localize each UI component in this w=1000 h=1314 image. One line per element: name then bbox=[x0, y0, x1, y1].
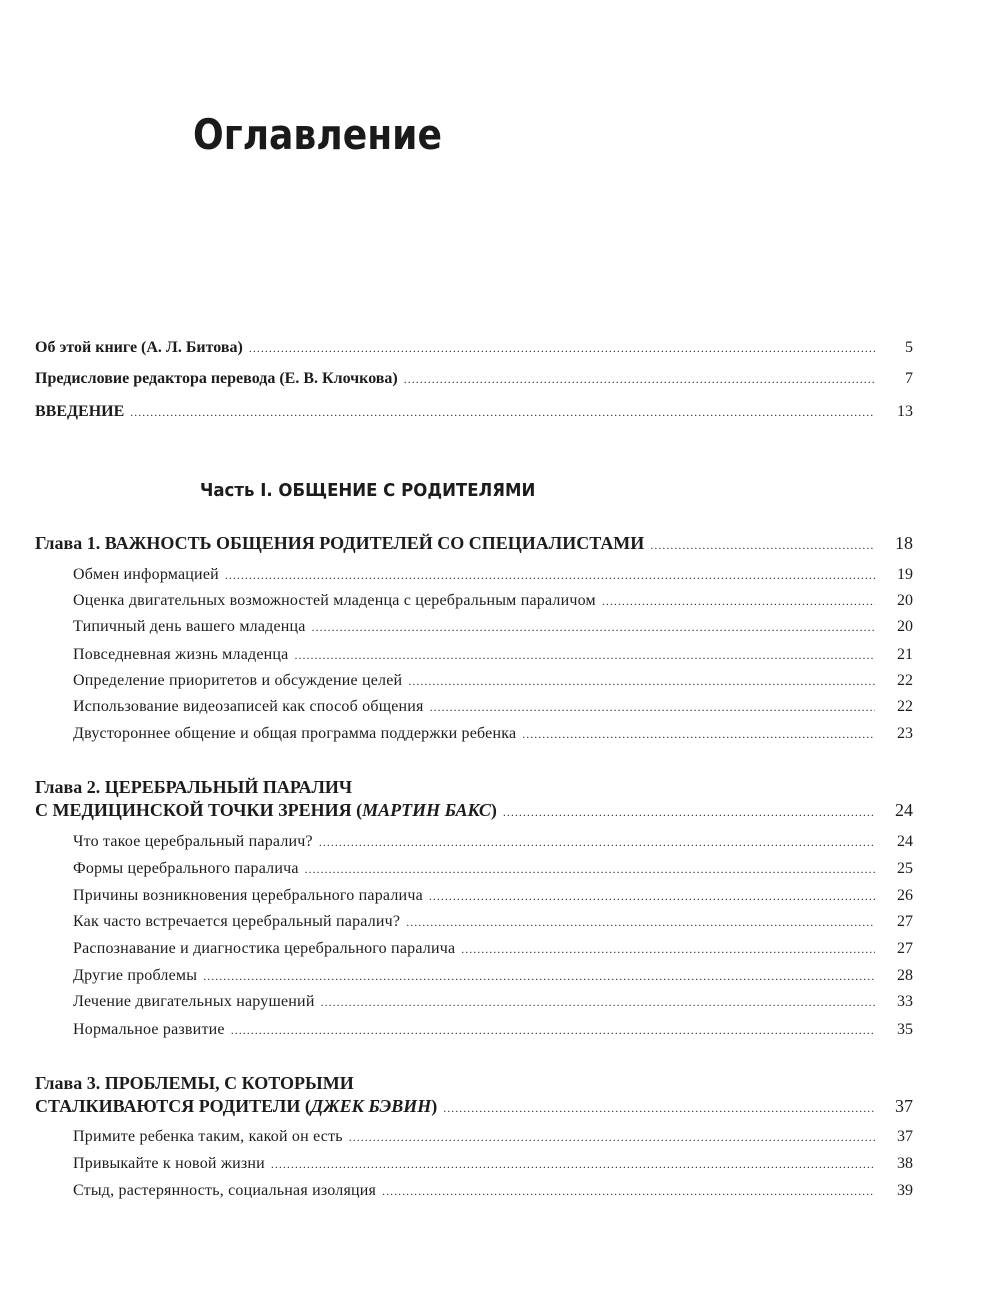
toc-section[interactable] bbox=[73, 671, 913, 691]
toc-chapter-title-line: Глава 3. ПРОБЛЕМЫ, С КОТОРЫМИ bbox=[35, 1073, 354, 1093]
leader-dots bbox=[249, 338, 875, 358]
leader-dots bbox=[130, 402, 875, 422]
toc-chapter-label-text: СТАЛКИВАЮТСЯ РОДИТЕЛИ ( bbox=[35, 1096, 311, 1116]
leader-dots bbox=[349, 1127, 875, 1147]
toc-section[interactable] bbox=[73, 859, 913, 879]
toc-section-label: Обмен информацией bbox=[73, 566, 219, 583]
toc-section-label: Что такое церебральный паралич? bbox=[73, 833, 313, 850]
toc-section-label: Формы церебрального паралича bbox=[73, 860, 299, 877]
leader-dots bbox=[319, 832, 875, 852]
leader-dots bbox=[443, 1098, 875, 1118]
toc-chapter-page: 24 bbox=[895, 800, 913, 820]
toc-section-label: Другие проблемы bbox=[73, 967, 198, 984]
toc-section[interactable] bbox=[73, 966, 913, 986]
leader-dots bbox=[231, 1020, 875, 1040]
leader-dots bbox=[430, 697, 875, 717]
toc-section[interactable] bbox=[73, 886, 913, 906]
toc-section-label: Оценка двигательных возможностей младенца с церебральным параличом bbox=[73, 592, 596, 609]
toc-section[interactable] bbox=[73, 912, 913, 932]
toc-section-page: 24 bbox=[897, 833, 913, 850]
toc-section-page: 20 bbox=[897, 618, 913, 635]
toc-section[interactable] bbox=[73, 1020, 913, 1040]
toc-section-page: 21 bbox=[897, 646, 913, 663]
toc-section-page: 22 bbox=[897, 672, 913, 689]
toc-section-page: 22 bbox=[897, 698, 913, 715]
toc-chapter-label-close: ) bbox=[431, 1096, 438, 1116]
toc-section-page: 25 bbox=[897, 860, 913, 877]
toc-section-page: 39 bbox=[897, 1182, 913, 1199]
toc-entry-label: Об этой книге (А. Л. Битова) bbox=[35, 339, 243, 356]
toc-section-label: Привыкайте к новой жизни bbox=[73, 1155, 265, 1172]
leader-dots bbox=[294, 645, 875, 665]
toc-chapter[interactable] bbox=[35, 533, 913, 555]
leader-dots bbox=[305, 859, 875, 879]
toc-chapter-page: 18 bbox=[895, 533, 913, 553]
toc-section-label: Причины возникновения церебрального паралича bbox=[73, 887, 423, 904]
leader-dots bbox=[225, 565, 875, 585]
toc-section[interactable] bbox=[73, 992, 913, 1012]
leader-dots bbox=[312, 617, 875, 637]
toc-chapter-author: МАРТИН БАКС bbox=[362, 800, 491, 820]
toc-entry[interactable] bbox=[35, 369, 913, 389]
leader-dots bbox=[404, 369, 875, 389]
toc-section-page: 23 bbox=[897, 725, 913, 742]
toc-section-label: Двустороннее общение и общая программа поддержки ребенка bbox=[73, 725, 517, 742]
toc-entry-label: ВВЕДЕНИЕ bbox=[35, 403, 125, 420]
toc-chapter[interactable] bbox=[35, 1096, 913, 1118]
toc-section-label: Стыд, растерянность, социальная изоляция bbox=[73, 1182, 377, 1199]
leader-dots bbox=[650, 535, 875, 555]
toc-section-page: 27 bbox=[897, 940, 913, 957]
toc-entry-page: 13 bbox=[897, 403, 913, 420]
toc-section-label: Повседневная жизнь младенца bbox=[73, 646, 289, 663]
toc-section-page: 37 bbox=[897, 1128, 913, 1145]
leader-dots bbox=[602, 591, 875, 611]
toc-section-label: Примите ребенка таким, какой он есть bbox=[73, 1128, 343, 1145]
toc-section[interactable] bbox=[73, 591, 913, 611]
toc-section[interactable] bbox=[73, 697, 913, 717]
toc-section[interactable] bbox=[73, 565, 913, 585]
page-title: Оглавление bbox=[193, 110, 442, 159]
toc-section[interactable] bbox=[73, 1181, 913, 1201]
toc-entry-page: 7 bbox=[905, 370, 913, 387]
toc-section[interactable] bbox=[73, 939, 913, 959]
toc-section[interactable] bbox=[73, 832, 913, 852]
toc-section-page: 19 bbox=[897, 566, 913, 583]
toc-section-page: 26 bbox=[897, 887, 913, 904]
toc-chapter[interactable] bbox=[35, 800, 913, 822]
toc-section-page: 33 bbox=[897, 993, 913, 1010]
toc-section[interactable] bbox=[73, 724, 913, 744]
leader-dots bbox=[271, 1154, 875, 1174]
toc-entry[interactable] bbox=[35, 338, 913, 358]
toc-section[interactable] bbox=[73, 1127, 913, 1147]
toc-entry[interactable] bbox=[35, 402, 913, 422]
toc-section-page: 35 bbox=[897, 1021, 913, 1038]
toc-section[interactable] bbox=[73, 645, 913, 665]
part-title: Часть I. ОБЩЕНИЕ С РОДИТЕЛЯМИ bbox=[200, 480, 536, 501]
leader-dots bbox=[503, 802, 875, 822]
toc-chapter-label-text: С МЕДИЦИНСКОЙ ТОЧКИ ЗРЕНИЯ ( bbox=[35, 800, 363, 820]
toc-section-page: 38 bbox=[897, 1155, 913, 1172]
toc-entry-label: Предисловие редактора перевода (Е. В. Клочкова) bbox=[35, 370, 398, 387]
toc-chapter-label bbox=[35, 1096, 437, 1116]
leader-dots bbox=[429, 886, 875, 906]
toc-chapter-label-close: ) bbox=[490, 800, 497, 820]
toc-chapter-label: Глава 1. ВАЖНОСТЬ ОБЩЕНИЯ РОДИТЕЛЕЙ СО СПЕЦИАЛИСТАМИ bbox=[35, 533, 645, 553]
leader-dots bbox=[203, 966, 875, 986]
toc-section-label: Как часто встречается церебральный паралич? bbox=[73, 913, 401, 930]
toc-chapter-title-line: Глава 2. ЦЕРЕБРАЛЬНЫЙ ПАРАЛИЧ bbox=[35, 777, 353, 797]
toc-chapter-author: ДЖЕК БЭВИН bbox=[310, 1096, 432, 1116]
toc-section-label: Лечение двигательных нарушений bbox=[73, 993, 315, 1010]
toc-section-page: 28 bbox=[897, 967, 913, 984]
leader-dots bbox=[522, 724, 875, 744]
toc-chapter-page: 37 bbox=[895, 1096, 913, 1116]
toc-section-page: 27 bbox=[897, 913, 913, 930]
leader-dots bbox=[321, 992, 875, 1012]
toc-section-label: Определение приоритетов и обсуждение целей bbox=[73, 672, 403, 689]
leader-dots bbox=[408, 671, 875, 691]
toc-entry-page: 5 bbox=[905, 339, 913, 356]
toc-section-page: 20 bbox=[897, 592, 913, 609]
toc-section[interactable] bbox=[73, 1154, 913, 1174]
leader-dots bbox=[461, 939, 875, 959]
leader-dots bbox=[382, 1181, 875, 1201]
toc-section-label: Использование видеозаписей как способ общения bbox=[73, 698, 424, 715]
toc-section-label: Типичный день вашего младенца bbox=[73, 618, 306, 635]
leader-dots bbox=[406, 912, 875, 932]
toc-section-label: Нормальное развитие bbox=[73, 1021, 225, 1038]
toc-chapter-label bbox=[35, 800, 497, 820]
toc-section-label: Распознавание и диагностика церебрального паралича bbox=[73, 940, 456, 957]
toc-section[interactable] bbox=[73, 617, 913, 637]
